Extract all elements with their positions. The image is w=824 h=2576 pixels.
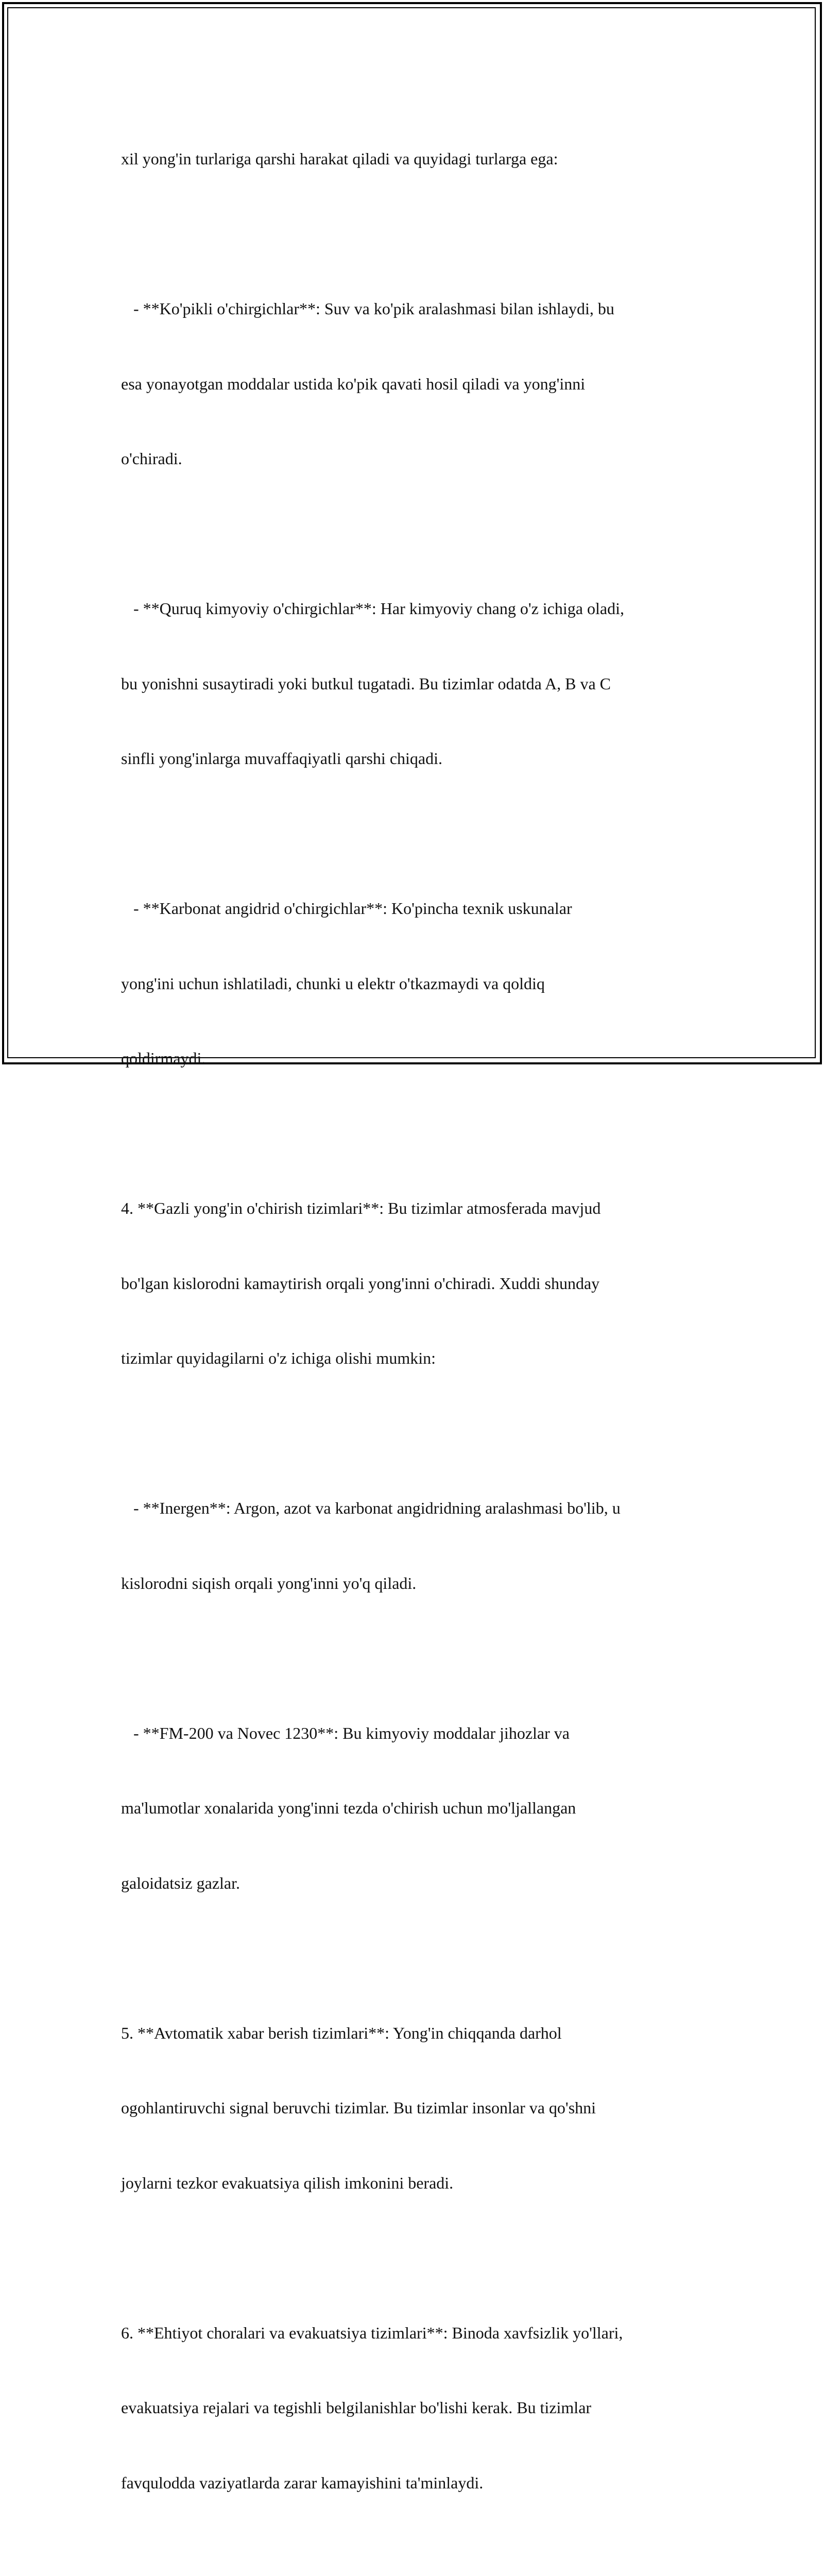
text-line: qoldirmaydi. xyxy=(121,1046,703,1071)
text-line: 5. **Avtomatik xabar berish tizimlari**: Yong'in chiqqanda darhol xyxy=(121,2021,703,2046)
document-body xyxy=(121,96,703,2576)
paragraph-evacuation-systems xyxy=(121,2270,703,2546)
text-line: galoidatsiz gazlar. xyxy=(121,1871,703,1896)
text-line: joylarni tezkor evakuatsiya qilish imkonini beradi. xyxy=(121,2171,703,2196)
text-line: yong'ini uchun ishlatiladi, chunki u elektr o'tkazmaydi va qoldiq xyxy=(121,971,703,996)
text-line: bo'lgan kislorodni kamaytirish orqali yong'inni o'chiradi. Xuddi shunday xyxy=(121,1271,703,1296)
paragraph-co2-extinguishers xyxy=(121,846,703,1121)
paragraph-dry-chemical-extinguishers xyxy=(121,546,703,821)
text-line: kislorodni siqish orqali yong'inni yo'q qiladi. xyxy=(121,1571,703,1596)
text-line: 6. **Ehtiyot choralari va evakuatsiya tizimlari**: Binoda xavfsizlik yo'llari, xyxy=(121,2320,703,2346)
paragraph-gas-systems xyxy=(121,1146,703,1421)
text-line: ma'lumotlar xonalarida yong'inni tezda o'chirish uchun mo'ljallangan xyxy=(121,1795,703,1821)
text-line: - **FM-200 va Novec 1230**: Bu kimyoviy moddalar jihozlar va xyxy=(121,1721,703,1746)
text-line: - **Ko'pikli o'chirgichlar**: Suv va ko'pik aralashmasi bilan ishlaydi, bu xyxy=(121,296,703,321)
text-line: - **Inergen**: Argon, azot va karbonat angidridning aralashmasi bo'lib, u xyxy=(121,1496,703,1521)
paragraph-conclusion xyxy=(121,2570,703,2576)
text-line: sinfli yong'inlarga muvaffaqiyatli qarshi chiqadi. xyxy=(121,746,703,771)
text-line: 4. **Gazli yong'in o'chirish tizimlari**: Bu tizimlar atmosferada mavjud xyxy=(121,1196,703,1221)
text-line: ogohlantiruvchi signal beruvchi tizimlar. Bu tizimlar insonlar va qo'shni xyxy=(121,2095,703,2121)
text-line: xil yong'in turlariga qarshi harakat qiladi va quyidagi turlarga ega: xyxy=(121,146,703,172)
paragraph-foam-extinguishers xyxy=(121,246,703,521)
paragraph-alert-systems xyxy=(121,1971,703,2246)
paragraph-inergen xyxy=(121,1446,703,1646)
text-line: esa yonayotgan moddalar ustida ko'pik qavati hosil qiladi va yong'inni xyxy=(121,371,703,397)
text-line: evakuatsiya rejalari va tegishli belgilanishlar bo'lishi kerak. Bu tizimlar xyxy=(121,2395,703,2420)
text-line: - **Karbonat angidrid o'chirgichlar**: Ko'pincha texnik uskunalar xyxy=(121,896,703,921)
paragraph-intro xyxy=(121,96,703,222)
text-line: bu yonishni susaytiradi yoki butkul tugatadi. Bu tizimlar odatda A, B va C xyxy=(121,671,703,697)
text-line: favqulodda vaziyatlarda zarar kamayishini ta'minlaydi. xyxy=(121,2470,703,2496)
text-line: - **Quruq kimyoviy o'chirgichlar**: Har kimyoviy chang o'z ichiga oladi, xyxy=(121,596,703,621)
text-line: tizimlar quyidagilarni o'z ichiga olishi mumkin: xyxy=(121,1346,703,1371)
text-line: o'chiradi. xyxy=(121,446,703,471)
paragraph-fm200-novec xyxy=(121,1671,703,1946)
